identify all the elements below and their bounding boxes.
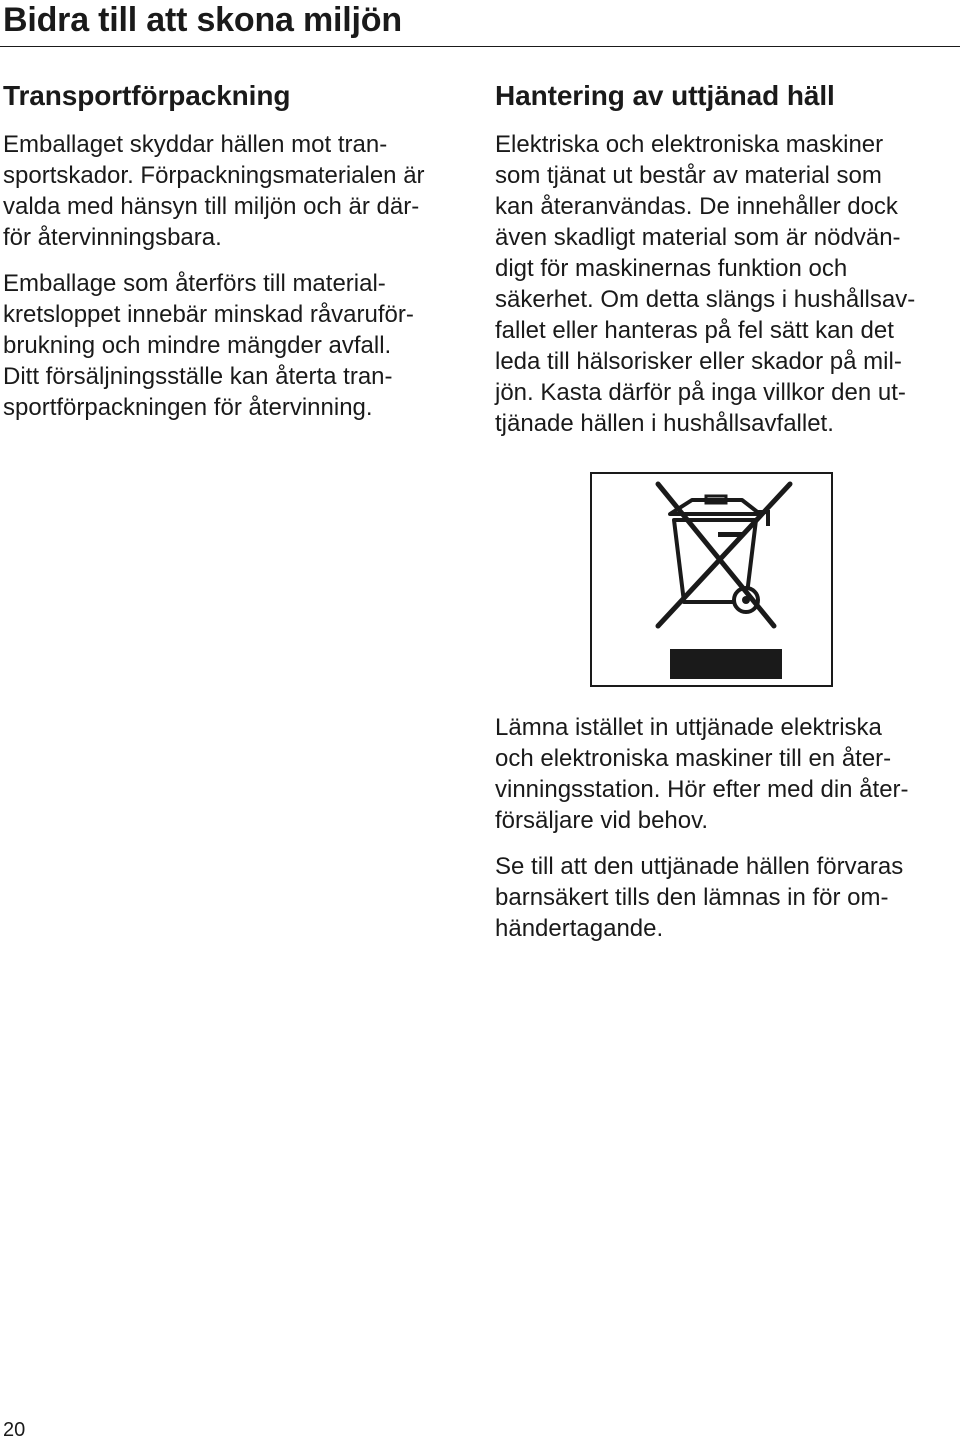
title-divider <box>0 46 960 47</box>
disposal-section <box>495 76 955 439</box>
disposal-instructions-section <box>495 712 955 944</box>
transport-packaging-heading: Transportförpackning <box>3 80 291 111</box>
transport-paragraph-1: Emballaget skyddar hällen mot tran- sportskador. Förpackningsmaterialen är valda med hänsyn till miljön och är där- för återvinningsbara. <box>3 131 425 251</box>
page-number: 20 <box>3 1419 26 1441</box>
transport-paragraph-2: Emballage som återförs till material- kretsloppet innebär minskad råvaruför- brukning och mindre mängder avfall. Ditt försäljningsställe kan återta tran- sportförpackningen för återvinning. <box>3 270 414 421</box>
crossed-out-wheelie-bin-icon <box>590 472 833 687</box>
disposal-paragraph-1: Elektriska och elektroniska maskiner som tjänat ut består av material som kan återanvändas. De innehåller dock även skadligt material som är nödvän- digt för maskinernas funktion och säkerhet. Om detta slängs i hushållsav- fallet eller hanteras på fel sätt kan det leda till hälsorisker eller skador på mil- jön. Kasta därför på inga villkor den ut- tjänade hällen i hushållsavfallet. <box>495 131 916 437</box>
transport-packaging-section <box>3 76 463 423</box>
disposal-paragraph-2: Lämna istället in uttjänade elektriska och elektroniska maskiner till en åter- vinningsstation. Hör efter med din åter- försäljare vid behov. <box>495 714 909 834</box>
page-title: Bidra till att skona miljön <box>3 1 402 39</box>
disposal-paragraph-3: Se till att den uttjänade hällen förvaras barnsäkert tills den lämnas in för om- händertagande. <box>495 853 904 942</box>
disposal-heading: Hantering av uttjänad häll <box>495 80 835 111</box>
